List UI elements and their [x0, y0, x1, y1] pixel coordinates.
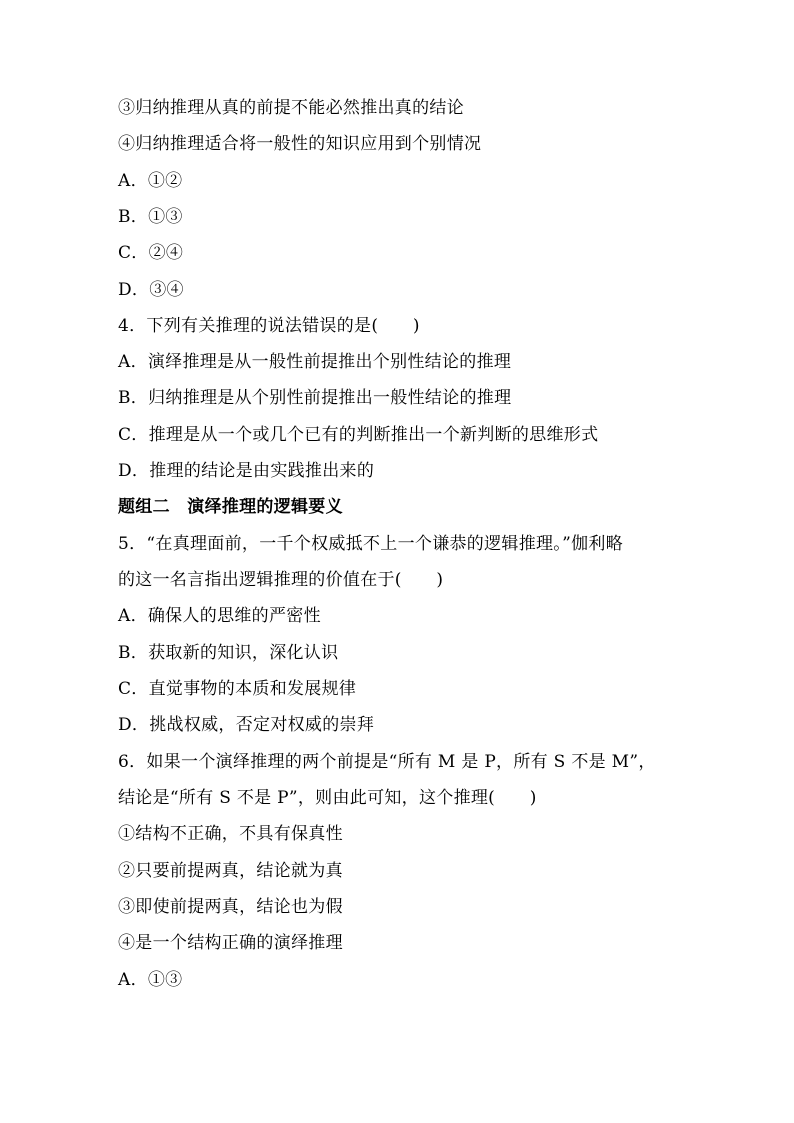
- q6-statement-3: ③即使前提两真，结论也为假: [118, 897, 343, 917]
- q6-option-a: A．①③: [118, 970, 183, 990]
- q3-option-c: C．②④: [118, 243, 184, 263]
- question-4-stem: 4．下列有关推理的说法错误的是( ): [118, 316, 420, 336]
- q6-statement-2: ②只要前提两真，结论就为真: [118, 861, 343, 881]
- question-5-stem-line-1: 5．“在真理面前，一千个权威抵不上一个谦恭的逻辑推理。”伽利略: [118, 534, 623, 554]
- q3-option-a: A．①②: [118, 171, 183, 191]
- q5-option-b: B．获取新的知识，深化认识: [118, 643, 339, 663]
- q5-option-d: D．挑战权威，否定对权威的崇拜: [118, 715, 375, 735]
- question-5-stem-line-2: 的这一名言指出逻辑推理的价值在于( ): [118, 570, 444, 590]
- q5-option-a: A．确保人的思维的严密性: [118, 606, 321, 626]
- q6-statement-4: ④是一个结构正确的演绎推理: [118, 933, 343, 953]
- statement-4: ④归纳推理适合将一般性的知识应用到个别情况: [118, 134, 482, 154]
- question-6-stem-line-2: 结论是“所有 S 不是 P”，则由此可知，这个推理( ): [118, 788, 537, 808]
- q4-option-b: B．归纳推理是从个别性前提推出一般性结论的推理: [118, 388, 512, 408]
- q4-option-c: C．推理是从一个或几个已有的判断推出一个新判断的思维形式: [118, 425, 599, 445]
- q5-option-c: C．直觉事物的本质和发展规律: [118, 679, 357, 699]
- q4-option-a: A．演绎推理是从一般性前提推出个别性结论的推理: [118, 352, 512, 372]
- statement-3: ③归纳推理从真的前提不能必然推出真的结论: [118, 98, 464, 118]
- q4-option-d: D．推理的结论是由实践推出来的: [118, 461, 375, 481]
- q3-option-d: D．③④: [118, 280, 184, 300]
- section-heading: 题组二 演绎推理的逻辑要义: [118, 497, 343, 517]
- q3-option-b: B．①③: [118, 207, 183, 227]
- q6-statement-1: ①结构不正确，不具有保真性: [118, 824, 343, 844]
- question-6-stem-line-1: 6．如果一个演绎推理的两个前提是“所有 M 是 P，所有 S 不是 M”，: [118, 752, 656, 772]
